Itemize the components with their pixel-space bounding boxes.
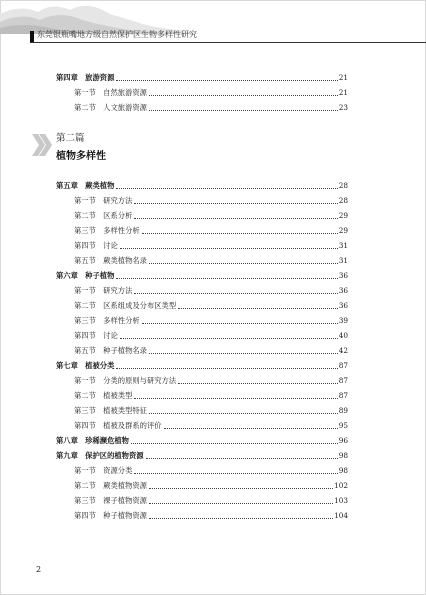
toc-page-number: 87 (338, 391, 348, 400)
toc-entry-title: 第二节 人文旅游资源 (74, 103, 147, 112)
toc-page-number: 40 (338, 331, 348, 340)
dot-leader (142, 232, 338, 234)
toc-section-row[interactable] (56, 388, 348, 403)
toc-page-number: 31 (338, 256, 348, 265)
toc-chapter-row[interactable] (56, 358, 348, 373)
toc-page-number: 28 (338, 196, 348, 205)
dot-leader (149, 262, 338, 264)
toc-entry-title: 第四节 讨论 (74, 241, 118, 250)
dot-leader (149, 517, 333, 519)
toc-chapter-row[interactable] (56, 448, 348, 463)
dot-leader (120, 247, 338, 249)
toc-main-list (56, 178, 348, 523)
toc-entry-title: 第一节 研究方法 (74, 286, 133, 295)
toc-top-list (56, 70, 348, 115)
dot-leader (116, 79, 337, 81)
toc-page-number: 21 (338, 88, 348, 97)
toc-page-number: 39 (338, 316, 348, 325)
toc-page-number: 31 (338, 241, 348, 250)
toc-page-number: 42 (338, 346, 348, 355)
toc-page-number: 102 (334, 481, 348, 490)
toc-entry-title: 第一节 自然旅游资源 (74, 88, 147, 97)
toc-page-number: 36 (338, 271, 348, 280)
toc-chapter-row[interactable] (56, 70, 348, 85)
toc-section-row[interactable] (56, 463, 348, 478)
toc-section-row[interactable] (56, 343, 348, 358)
toc-entry-title: 第二节 蕨类植物资源 (74, 481, 147, 490)
toc-page-number: 96 (338, 436, 348, 445)
toc-page-number: 98 (338, 466, 348, 475)
dot-leader (116, 187, 337, 189)
toc-entry-title: 第四节 讨论 (74, 331, 118, 340)
dot-leader (178, 307, 338, 309)
toc-entry-title: 第五节 种子植物名录 (74, 346, 147, 355)
toc-page-number: 36 (338, 301, 348, 310)
running-head: 东莞银瓶嘴地方级自然保护区生物多样性研究 (37, 30, 197, 39)
header-marker (30, 31, 34, 42)
dot-leader (149, 109, 338, 111)
dot-leader (116, 277, 337, 279)
toc-chapter-row[interactable] (56, 178, 348, 193)
dot-leader (116, 367, 337, 369)
part-title: 植物多样性 (56, 151, 106, 162)
toc-page-number: 21 (338, 73, 348, 82)
toc-section-row[interactable] (56, 328, 348, 343)
toc-entry-title: 第一节 研究方法 (74, 196, 133, 205)
dot-leader (134, 472, 337, 474)
dot-leader (178, 382, 338, 384)
toc-chapter-row[interactable] (56, 433, 348, 448)
toc-section-row[interactable] (56, 223, 348, 238)
part-heading (32, 130, 232, 170)
toc-section-row[interactable] (56, 298, 348, 313)
toc-entry-title: 第四节 植被及群系的评价 (74, 421, 162, 430)
toc-section-row[interactable] (56, 493, 348, 508)
toc-page-number: 29 (338, 226, 348, 235)
dot-leader (134, 217, 337, 219)
toc-entry-title: 第二节 区系组成及分布区类型 (74, 301, 177, 310)
toc-entry-title: 第二节 植被类型 (74, 391, 133, 400)
toc-entry-title: 第四节 种子植物资源 (74, 511, 147, 520)
part-number: 第二篇 (56, 133, 85, 144)
toc-section-row[interactable] (56, 100, 348, 115)
dot-leader (134, 202, 337, 204)
toc-page-number: 29 (338, 211, 348, 220)
header-rule (30, 42, 426, 43)
dot-leader (149, 487, 333, 489)
double-chevron-icon (32, 134, 52, 156)
toc-entry-title: 第七章 植被分类 (56, 361, 115, 370)
toc-page-number: 95 (338, 421, 348, 430)
toc-section-row[interactable] (56, 313, 348, 328)
toc-entry-title: 第三节 植被类型特征 (74, 406, 147, 415)
toc-entry-title: 第四章 旅游资源 (56, 73, 115, 82)
toc-section-row[interactable] (56, 403, 348, 418)
toc-page-number: 98 (338, 451, 348, 460)
toc-section-row[interactable] (56, 85, 348, 100)
toc-section-row[interactable] (56, 208, 348, 223)
toc-section-row[interactable] (56, 418, 348, 433)
dot-leader (149, 412, 338, 414)
toc-entry-title: 第三节 多样性分析 (74, 316, 140, 325)
dot-leader (149, 94, 338, 96)
dot-leader (149, 352, 338, 354)
dot-leader (134, 292, 337, 294)
dot-leader (164, 427, 338, 429)
toc-page-number: 36 (338, 286, 348, 295)
toc-entry-title: 第五节 蕨类植物名录 (74, 256, 147, 265)
toc-chapter-row[interactable] (56, 268, 348, 283)
dot-leader (142, 322, 338, 324)
toc-page-number: 103 (334, 496, 348, 505)
toc-section-row[interactable] (56, 193, 348, 208)
toc-entry-title: 第八章 珍稀濒危植物 (56, 436, 129, 445)
toc-section-row[interactable] (56, 253, 348, 268)
toc-section-row[interactable] (56, 283, 348, 298)
toc-page-number: 28 (338, 181, 348, 190)
toc-entry-title: 第五章 蕨类植物 (56, 181, 115, 190)
toc-entry-title: 第三节 裸子植物资源 (74, 496, 147, 505)
toc-page-number: 87 (338, 376, 348, 385)
toc-page-number: 89 (338, 406, 348, 415)
dot-leader (149, 502, 333, 504)
toc-section-row[interactable] (56, 238, 348, 253)
dot-leader (146, 457, 338, 459)
toc-entry-title: 第一节 分类的原则与研究方法 (74, 376, 177, 385)
dot-leader (131, 442, 338, 444)
page-number: 2 (36, 565, 42, 574)
toc-entry-title: 第九章 保护区的植物资源 (56, 451, 144, 460)
dot-leader (120, 337, 338, 339)
toc-page-number: 23 (338, 103, 348, 112)
dot-leader (134, 397, 337, 399)
toc-entry-title: 第二节 区系分析 (74, 211, 133, 220)
toc-entry-title: 第一节 资源分类 (74, 466, 133, 475)
toc-page-number: 87 (338, 361, 348, 370)
toc-section-row[interactable] (56, 478, 348, 493)
toc-entry-title: 第六章 种子植物 (56, 271, 115, 280)
toc-entry-title: 第三节 多样性分析 (74, 226, 140, 235)
toc-page-number: 104 (334, 511, 348, 520)
toc-section-row[interactable] (56, 373, 348, 388)
toc-section-row[interactable] (56, 508, 348, 523)
